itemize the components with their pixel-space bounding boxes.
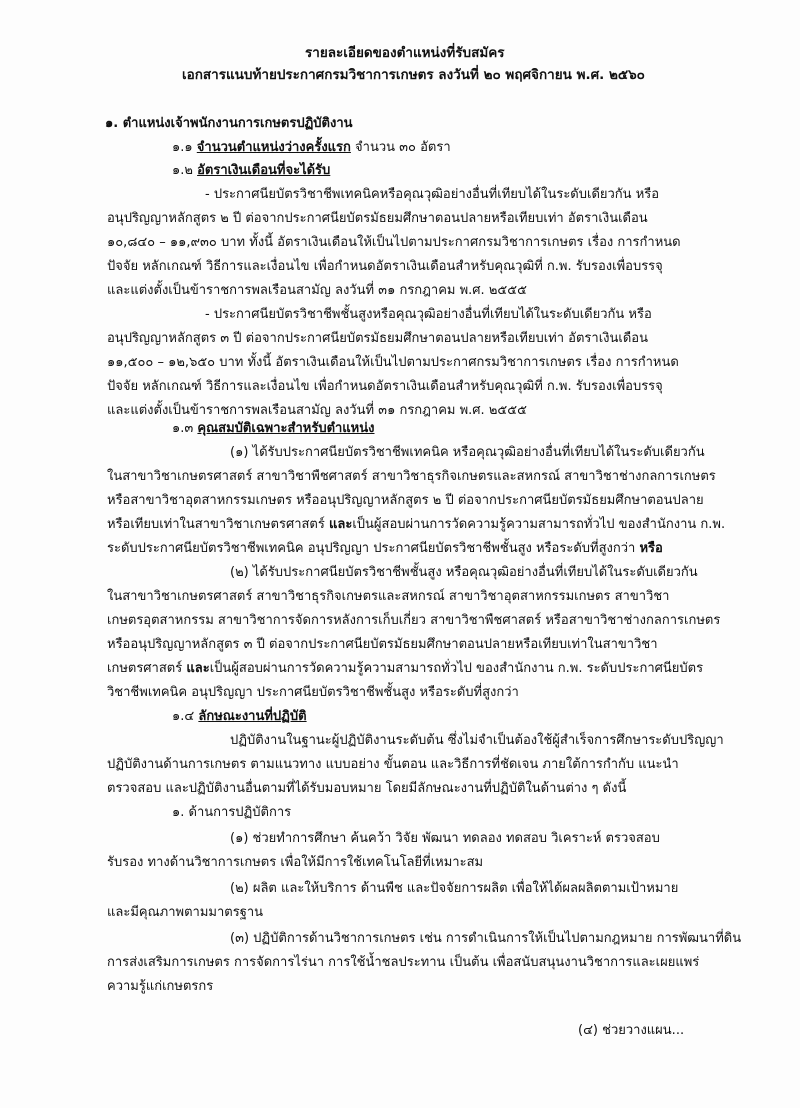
section-1-4	[172, 708, 307, 726]
section-1-4-num: ๑.๔	[172, 709, 195, 724]
section-1-2-label: อัตราเงินเดือนที่จะได้รับ	[197, 163, 331, 178]
qual-1-line2: ในสาขาวิชาเกษตรศาสตร์ สาขาวิชาพืชศาสตร์ สาขาวิชาธุรกิจเกษตรและสหกรณ์ สาขาวิชาช่างกลการเกษตร	[107, 469, 716, 484]
qual-2-line5-pre: เกษตรศาสตร์	[107, 661, 183, 676]
qual-2-line4: หรืออนุปริญญาหลักสูตร ๓ ปี ต่อจากประกาศนียบัตรมัธยมศึกษาตอนปลายหรือเทียบเท่าในสาขาวิชา	[107, 637, 658, 652]
salary-para2-line4: ปัจจัย หลักเกณฑ์ วิธีการและเงื่อนไข เพื่อกำหนดอัตราเงินเดือนสำหรับคุณวุฒิที่ ก.พ. รับรองเพื่อบรรจุ	[107, 379, 663, 394]
salary-para2-line3: ๑๑,๕๐๐ – ๑๒,๖๕๐ บาท ทั้งนี้ อัตราเงินเดือนให้เป็นไปตามประกาศกรมวิชาการเกษตร เรื่อง การกำหนด	[107, 355, 679, 370]
qual-1-line4-pre: หรือเทียบเท่าในสาขาวิชาเกษตรศาสตร์	[107, 517, 325, 532]
qual-2-line3: เกษตรอุตสาหกรรม สาขาวิชาการจัดการหลังการเก็บเกี่ยว สาขาวิชาพืชศาสตร์ หรือสาขาวิชาช่างกลการเกษตร	[107, 613, 721, 628]
salary-para1-line4: ปัจจัย หลักเกณฑ์ วิธีการและเงื่อนไข เพื่อกำหนดอัตราเงินเดือนสำหรับคุณวุฒิที่ ก.พ. รับรองเพื่อบรรจุ	[107, 259, 663, 274]
salary-para2-line5: และแต่งตั้งเป็นข้าราชการพลเรือนสามัญ ลงวันที่ ๓๑ กรกฎาคม พ.ศ. ๒๕๕๕	[107, 403, 527, 418]
qual-1-line5-pre: ระดับประกาศนียบัตรวิชาชีพเทคนิค อนุปริญญา ประกาศนียบัตรวิชาชีพชั้นสูง หรือระดับที่สูงกว่า	[107, 541, 636, 556]
document-title: รายละเอียดของตำแหน่งที่รับสมัคร	[305, 45, 505, 61]
duty-item-2-line1: (๒) ผลิต และให้บริการ ด้านพืช และปัจจัยการผลิต เพื่อให้ได้ผลผลิตตามเป้าหมาย	[230, 881, 679, 896]
duty-item-3-line3: ความรู้แก่เกษตรกร	[107, 979, 214, 994]
section-1-3-label: คุณสมบัติเฉพาะสำหรับตำแหน่ง	[197, 421, 375, 436]
section-1-4-label: ลักษณะงานที่ปฏิบัติ	[198, 709, 307, 724]
salary-para1-line5: และแต่งตั้งเป็นข้าราชการพลเรือนสามัญ ลงวันที่ ๓๑ กรกฎาคม พ.ศ. ๒๕๕๕	[107, 283, 527, 298]
duties-intro-line2: ปฏิบัติงานด้านการเกษตร ตามแนวทาง แบบอย่าง ขั้นตอน และวิธีการที่ชัดเจน ภายใต้การกำกับ แนะนำ	[107, 757, 679, 772]
qual-1-line4	[107, 516, 725, 534]
qual-2-line2: ในสาขาวิชาเกษตรศาสตร์ สาขาวิชาธุรกิจเกษตรและสหกรณ์ สาขาวิชาอุตสาหกรรมเกษตร สาขาวิชา	[107, 589, 670, 604]
duty-item-1-line1: (๑) ช่วยทำการศึกษา ค้นคว้า วิจัย พัฒนา ทดลอง ทดสอบ วิเคราะห์ ตรวจสอบ	[230, 831, 660, 846]
salary-para1-line3: ๑๐,๘๔๐ – ๑๑,๙๓๐ บาท ทั้งนี้ อัตราเงินเดือนให้เป็นไปตามประกาศกรมวิชาการเกษตร เรื่อง การกำหนด	[107, 235, 681, 250]
qual-1-line3: หรือสาขาวิชาอุตสาหกรรมเกษตร หรืออนุปริญญาหลักสูตร ๒ ปี ต่อจากประกาศนียบัตรมัธยมศึกษาตอนปลาย	[107, 493, 704, 508]
qual-2-line5	[107, 660, 703, 678]
qual-1-line1: (๑) ได้รับประกาศนียบัตรวิชาชีพเทคนิค หรือคุณวุฒิอย่างอื่นที่เทียบได้ในระดับเดียวกัน	[230, 445, 705, 460]
duty-item-3-line2: การส่งเสริมการเกษตร การจัดการไร่นา การใช้น้ำชลประทาน เป็นต้น เพื่อสนับสนุนงานวิชาการและเผยแพร่	[107, 955, 700, 970]
continued-marker: (๔) ช่วยวางแผน...	[578, 1023, 685, 1038]
duties-intro-line1: ปฏิบัติงานในฐานะผู้ปฏิบัติงานระดับต้น ซึ่งไม่จำเป็นต้องใช้ผู้สำเร็จการศึกษาระดับปริญญา	[230, 733, 724, 748]
section-1-2	[172, 162, 330, 180]
qual-2-line1: (๒) ได้รับประกาศนียบัตรวิชาชีพชั้นสูง หรือคุณวุฒิอย่างอื่นที่เทียบได้ในระดับเดียวกัน	[230, 565, 698, 580]
salary-para1-line2: อนุปริญญาหลักสูตร ๒ ปี ต่อจากประกาศนียบัตรมัธยมศึกษาตอนปลายหรือเทียบเท่า อัตราเงินเดือน	[107, 211, 648, 226]
section-1-1-label: จำนวนตำแหน่งว่างครั้งแรก	[196, 140, 351, 155]
qual-1-line4-and: และ	[329, 517, 353, 532]
salary-para1-line1: - ประกาศนียบัตรวิชาชีพเทคนิคหรือคุณวุฒิอย่างอื่นที่เทียบได้ในระดับเดียวกัน หรือ	[205, 187, 660, 202]
section-1-1	[172, 139, 451, 157]
duty-item-3-line1: (๓) ปฏิบัติการด้านวิชาการเกษตร เช่น การดำเนินการให้เป็นไปตามกฎหมาย การพัฒนาที่ดิน	[230, 931, 742, 946]
section-1-heading: ๑. ตำแหน่งเจ้าพนักงานการเกษตรปฏิบัติงาน	[105, 116, 353, 131]
qual-1-line5	[107, 540, 663, 558]
qual-2-line5-and: และ	[186, 661, 210, 676]
document-subtitle: เอกสารแนบท้ายประกาศกรมวิชาการเกษตร ลงวันที่ ๒๐ พฤศจิกายน พ.ศ. ๒๕๖๐	[182, 67, 645, 83]
salary-para2-line1: - ประกาศนียบัตรวิชาชีพชั้นสูงหรือคุณวุฒิอย่างอื่นที่เทียบได้ในระดับเดียวกัน หรือ	[205, 307, 652, 322]
section-1-3-num: ๑.๓	[172, 421, 194, 436]
qual-1-line4-post: เป็นผู้สอบผ่านการวัดความรู้ความสามารถทั่วไป ของสำนักงาน ก.พ.	[352, 517, 726, 532]
section-1-3	[172, 420, 375, 438]
section-1-1-num: ๑.๑	[172, 140, 193, 155]
salary-para2-line2: อนุปริญญาหลักสูตร ๓ ปี ต่อจากประกาศนียบัตรมัธยมศึกษาตอนปลายหรือเทียบเท่า อัตราเงินเดือน	[107, 331, 648, 346]
qual-2-line5-post: เป็นผู้สอบผ่านการวัดความรู้ความสามารถทั่วไป ของสำนักงาน ก.พ. ระดับประกาศนียบัตร	[209, 661, 704, 676]
qual-1-line5-or: หรือ	[639, 541, 663, 556]
duty-area-1: ๑. ด้านการปฏิบัติการ	[172, 805, 292, 820]
duties-intro-line3: ตรวจสอบ และปฏิบัติงานอื่นตามที่ได้รับมอบหมาย โดยมีลักษณะงานที่ปฏิบัติในด้านต่าง ๆ ดังนี้	[107, 781, 627, 796]
duty-item-1-line2: รับรอง ทางด้านวิชาการเกษตร เพื่อให้มีการใช้เทคโนโลยีที่เหมาะสม	[107, 855, 484, 870]
qual-2-line6: วิชาชีพเทคนิค อนุปริญญา ประกาศนียบัตรวิชาชีพชั้นสูง หรือระดับที่สูงกว่า	[107, 685, 519, 700]
section-1-1-text: จำนวน ๓๐ อัตรา	[355, 140, 451, 155]
section-1-2-num: ๑.๒	[172, 163, 193, 178]
duty-item-2-line2: และมีคุณภาพตามมาตรฐาน	[107, 905, 264, 920]
